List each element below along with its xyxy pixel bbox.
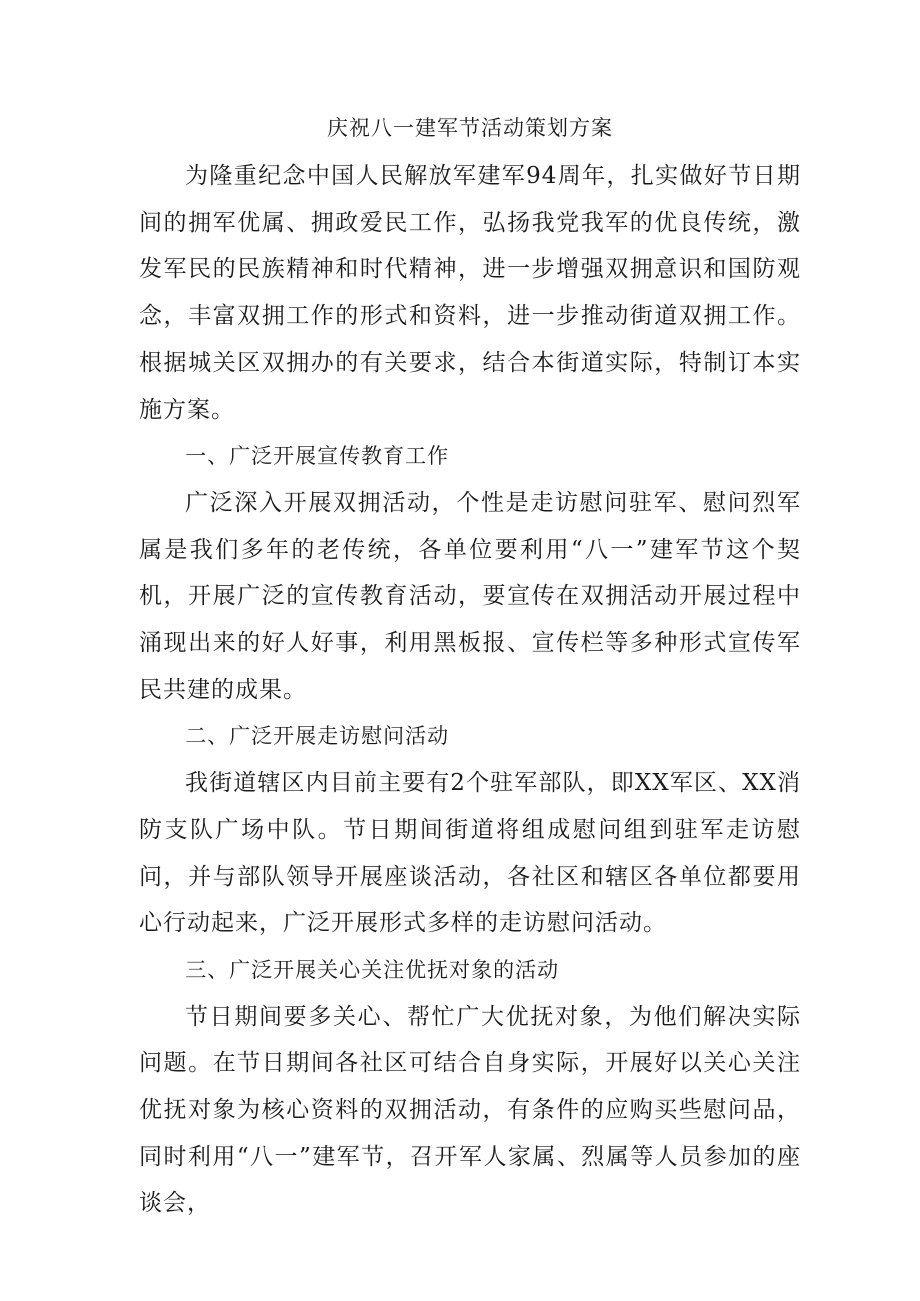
- section-body-1: 广泛深入开展双拥活动，个性是走访慰问驻军、慰问烈军属是我们多年的老传统，各单位要利用“八一”建军节这个契机，开展广泛的宣传教育活动，要宣传在双拥活动开展过程中涌现出来的好人好事，利用黑板报、宣传栏等多种形式宣传军民共建的成果。: [139, 489, 801, 703]
- section-heading-2: 二、广泛开展走访慰问活动: [185, 724, 450, 749]
- section-heading-3: 三、广泛开展关心关注优抚对象的活动: [185, 957, 560, 982]
- section-body-3: 节日期间要多关心、帮忙广大优抚对象，为他们解决实际问题。在节日期间各社区可结合自身实际，开展好以关心关注优抚对象为核心资料的双拥活动，有条件的应购买些慰问品，同时利用“八一”建军节，召开军人家属、烈属等人员参加的座谈会，: [139, 1003, 801, 1217]
- document-title: 庆祝八一建军节活动策划方案: [327, 116, 613, 140]
- section-body-2: 我街道辖区内目前主要有2个驻军部队，即XX军区、XX消防支队广场中队。节日期间街道将组成慰问组到驻军走访慰问，并与部队领导开展座谈活动，各社区和辖区各单位都要用心行动起来，广泛开展形式多样的走访慰问活动。: [139, 770, 801, 937]
- document-page: [139, 113, 801, 1227]
- section-heading-1: 一、广泛开展宣传教育工作: [185, 444, 450, 469]
- intro-paragraph: 为隆重纪念中国人民解放军建军94周年，扎实做好节日期间的拥军优属、拥政爱民工作，弘扬我党我军的优良传统，激发军民的民族精神和时代精神，进一步增强双拥意识和国防观念，丰富双拥工作的形式和资料，进一步推动街道双拥工作。根据城关区双拥办的有关要求，结合本街道实际，特制订本实施方案。: [139, 163, 801, 423]
